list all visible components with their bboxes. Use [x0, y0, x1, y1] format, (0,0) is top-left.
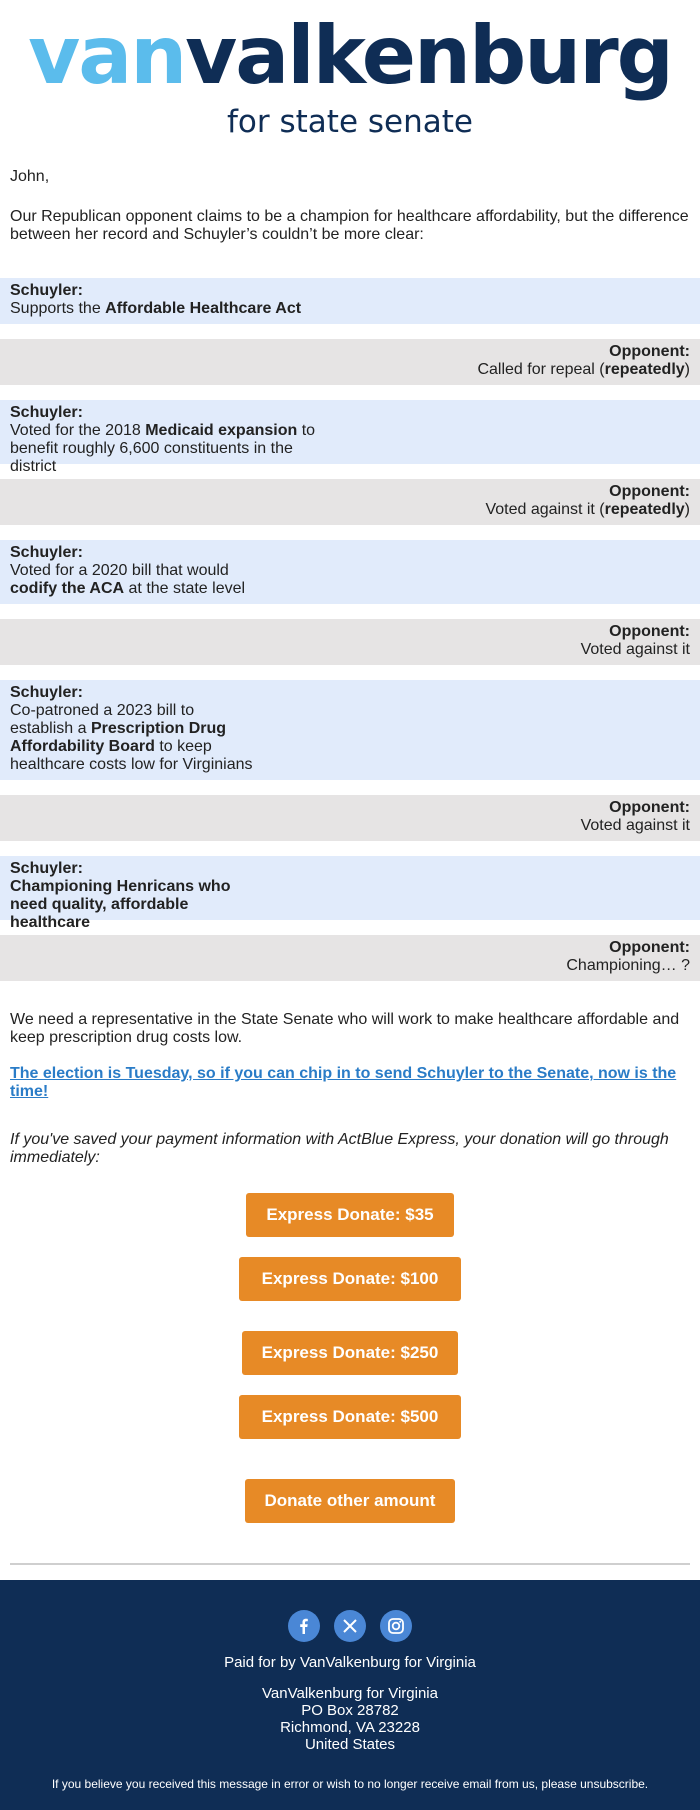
schuyler-block-5: Schuyler: Championing Henricans who need quality, affordable healthcare	[0, 856, 700, 920]
campaign-logo	[0, 0, 700, 158]
footer-city: Richmond, VA 23228	[280, 1719, 420, 1736]
schuyler-block-1: Schuyler: Supports the Affordable Healthcare Act	[0, 278, 700, 324]
footer	[0, 1580, 700, 1810]
paid-for-text: Paid for by VanValkenburg for Virginia	[224, 1654, 476, 1671]
schuyler-block-3: Schuyler: Voted for a 2020 bill that would codify the ACA at the state level	[0, 540, 700, 604]
logo-subtitle: for state senate	[227, 104, 473, 140]
opponent-block-5: Opponent: Championing… ?	[0, 935, 700, 981]
intro	[0, 158, 700, 244]
footer-po-box: PO Box 28782	[301, 1702, 399, 1719]
logo-wordmark: vanvalkenburg	[28, 9, 672, 102]
opponent-block-4: Opponent: Voted against it	[0, 795, 700, 841]
actblue-note: If you've saved your payment information with ActBlue Express, your donation will go through immediately:	[10, 1131, 669, 1166]
donate-link[interactable]: The election is Tuesday, so if you can chip in to send Schuyler to the Senate, now is the time!	[10, 1065, 677, 1100]
opponent-block-1: Opponent: Called for repeal (repeatedly)	[0, 339, 700, 385]
opponent-block-3: Opponent: Voted against it	[0, 619, 700, 665]
opponent-block-2: Opponent: Voted against it (repeatedly)	[0, 479, 700, 525]
greeting: John,	[10, 168, 50, 185]
social-links	[0, 1610, 700, 1642]
instagram-icon[interactable]	[380, 1610, 412, 1642]
closing-paragraph: We need a representative in the State Senate who will work to make healthcare affordable and keep prescription drug costs low.	[10, 1011, 680, 1046]
express-donate-250-button[interactable]: Express Donate: $250	[242, 1331, 458, 1375]
schuyler-block-4: Schuyler: Co-patroned a 2023 bill to establish a Prescription Drug Affordability Board to keep healthcare costs low for Virginians	[0, 680, 700, 780]
x-icon[interactable]	[334, 1610, 366, 1642]
express-donate-100-button[interactable]: Express Donate: $100	[239, 1257, 461, 1301]
footer-org: VanValkenburg for Virginia	[262, 1685, 438, 1702]
unsubscribe-text[interactable]: If you believe you received this message in error or wish to no longer receive email from us, please unsubscribe.	[51, 1777, 649, 1791]
footer-country: United States	[304, 1736, 396, 1753]
intro-paragraph: Our Republican opponent claims to be a champion for healthcare affordability, but the difference between her record and Schuyler’s couldn’t be more clear:	[10, 208, 689, 243]
schuyler-block-2: Schuyler: Voted for the 2018 Medicaid expansion to benefit roughly 6,600 constituents in the district	[0, 400, 700, 464]
donate-other-amount-button[interactable]: Donate other amount	[245, 1479, 455, 1523]
facebook-icon[interactable]	[288, 1610, 320, 1642]
express-donate-500-button[interactable]: Express Donate: $500	[239, 1395, 461, 1439]
express-donate-35-button[interactable]: Express Donate: $35	[246, 1193, 454, 1237]
